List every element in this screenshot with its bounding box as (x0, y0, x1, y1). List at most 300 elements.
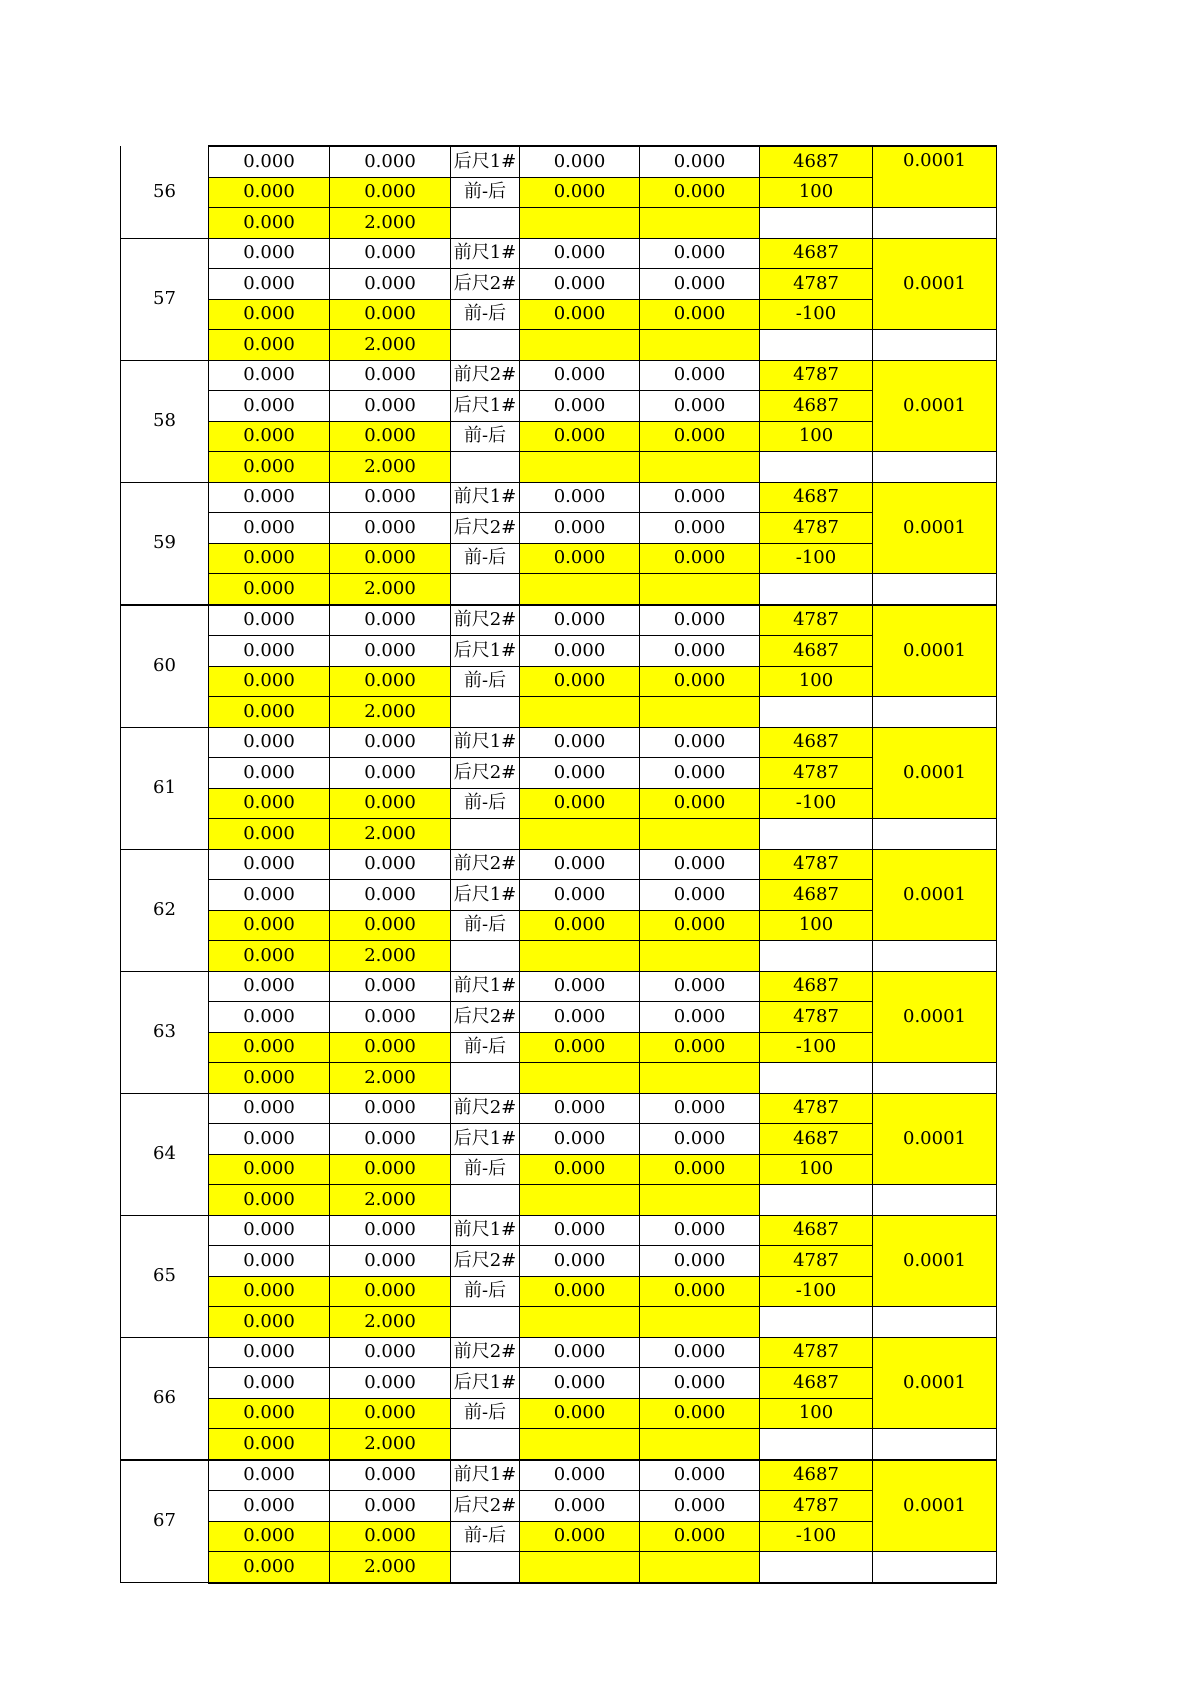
staff-label-cell (451, 1429, 520, 1460)
reading-a-cell: 0.000 (209, 1063, 330, 1094)
reading-a-cell: 0.000 (209, 574, 330, 605)
staff-constant-cell: 4787 (760, 1337, 873, 1368)
reading-b-cell: 0.000 (330, 1398, 451, 1429)
reading-d-cell: 0.000 (640, 1368, 760, 1399)
staff-constant-cell: 4787 (760, 1093, 873, 1124)
staff-label-cell: 前尺2# (451, 360, 520, 391)
table-row (121, 971, 997, 1002)
reading-c-cell: 0.000 (520, 1032, 640, 1063)
reading-d-cell: 0.000 (640, 880, 760, 911)
blank-cell (873, 1429, 997, 1460)
staff-constant-cell: -100 (760, 788, 873, 819)
staff-constant-cell: 4687 (760, 482, 873, 513)
staff-label-cell: 后尺2# (451, 513, 520, 544)
reading-a-cell: 0.000 (209, 1552, 330, 1583)
reading-d-cell: 0.000 (640, 1093, 760, 1124)
reading-a-cell: 0.000 (209, 910, 330, 941)
reading-d-cell (640, 1063, 760, 1094)
table-row (121, 605, 997, 636)
reading-c-cell: 0.000 (520, 1246, 640, 1277)
reading-a-cell: 0.000 (209, 1307, 330, 1338)
reading-a-cell: 0.000 (209, 1185, 330, 1216)
reading-b-cell: 0.000 (330, 543, 451, 574)
reading-a-cell: 0.000 (209, 666, 330, 697)
table-row (121, 1093, 997, 1124)
reading-a-cell: 0.000 (209, 299, 330, 330)
reading-b-cell: 0.000 (330, 1124, 451, 1155)
reading-a-cell: 0.000 (209, 452, 330, 483)
table-row (121, 1215, 997, 1246)
reading-d-cell: 0.000 (640, 849, 760, 880)
table-row (121, 697, 997, 728)
staff-constant-cell: 4687 (760, 1368, 873, 1399)
reading-a-cell: 0.000 (209, 1246, 330, 1277)
table-row (121, 146, 997, 177)
table-row (121, 1337, 997, 1368)
staff-constant-cell: 100 (760, 1154, 873, 1185)
reading-d-cell: 0.000 (640, 910, 760, 941)
staff-constant-cell: 4687 (760, 1215, 873, 1246)
reading-c-cell: 0.000 (520, 666, 640, 697)
reading-d-cell: 0.000 (640, 269, 760, 300)
reading-d-cell: 0.000 (640, 1337, 760, 1368)
leveling-data-table (120, 145, 997, 1584)
reading-c-cell: 0.000 (520, 1398, 640, 1429)
table-row (121, 941, 997, 972)
difference-value-cell: 0.0001 (873, 971, 997, 1063)
blank-cell (873, 1185, 997, 1216)
reading-b-cell: 0.000 (330, 269, 451, 300)
table-row (121, 452, 997, 483)
difference-value-cell: 0.0001 (873, 1215, 997, 1307)
staff-constant-cell: -100 (760, 1276, 873, 1307)
blank-cell (873, 1063, 997, 1094)
reading-a-cell: 0.000 (209, 636, 330, 667)
staff-constant-cell: -100 (760, 543, 873, 574)
staff-constant-cell: 4687 (760, 971, 873, 1002)
reading-b-cell: 0.000 (330, 1032, 451, 1063)
table-row (121, 1032, 997, 1063)
reading-a-cell: 0.000 (209, 697, 330, 728)
reading-b-cell: 2.000 (330, 819, 451, 850)
reading-a-cell: 0.000 (209, 1276, 330, 1307)
reading-c-cell: 0.000 (520, 391, 640, 422)
reading-b-cell: 2.000 (330, 574, 451, 605)
reading-b-cell: 2.000 (330, 330, 451, 361)
staff-constant-cell (760, 574, 873, 605)
reading-a-cell: 0.000 (209, 1337, 330, 1368)
staff-label-cell: 前-后 (451, 177, 520, 208)
reading-a-cell: 0.000 (209, 1368, 330, 1399)
reading-c-cell: 0.000 (520, 360, 640, 391)
reading-c-cell: 0.000 (520, 1460, 640, 1491)
station-number: 62 (121, 849, 209, 971)
reading-b-cell: 0.000 (330, 1093, 451, 1124)
staff-constant-cell: 4687 (760, 636, 873, 667)
staff-constant-cell: -100 (760, 299, 873, 330)
reading-a-cell: 0.000 (209, 1124, 330, 1155)
table-row (121, 1429, 997, 1460)
blank-cell (873, 941, 997, 972)
table-row (121, 636, 997, 667)
reading-a-cell: 0.000 (209, 1460, 330, 1491)
reading-c-cell (520, 574, 640, 605)
staff-constant-cell: -100 (760, 1032, 873, 1063)
staff-constant-cell: 100 (760, 910, 873, 941)
reading-c-cell: 0.000 (520, 910, 640, 941)
reading-c-cell: 0.000 (520, 543, 640, 574)
reading-c-cell (520, 330, 640, 361)
reading-c-cell (520, 941, 640, 972)
reading-d-cell (640, 819, 760, 850)
reading-c-cell (520, 819, 640, 850)
reading-d-cell: 0.000 (640, 482, 760, 513)
reading-c-cell: 0.000 (520, 788, 640, 819)
reading-c-cell: 0.000 (520, 605, 640, 636)
staff-constant-cell: 4687 (760, 146, 873, 177)
station-number: 67 (121, 1460, 209, 1583)
table-row (121, 208, 997, 239)
difference-value-cell: 0.0001 (873, 146, 997, 208)
staff-label-cell (451, 574, 520, 605)
reading-b-cell: 2.000 (330, 1307, 451, 1338)
reading-b-cell: 0.000 (330, 1276, 451, 1307)
staff-label-cell: 前-后 (451, 1398, 520, 1429)
blank-cell (873, 452, 997, 483)
difference-value-cell: 0.0001 (873, 849, 997, 941)
reading-b-cell: 0.000 (330, 1246, 451, 1277)
reading-a-cell: 0.000 (209, 941, 330, 972)
staff-label-cell (451, 1552, 520, 1583)
reading-d-cell: 0.000 (640, 1521, 760, 1552)
reading-d-cell (640, 941, 760, 972)
reading-c-cell (520, 452, 640, 483)
staff-label-cell: 前尺2# (451, 1093, 520, 1124)
reading-b-cell: 0.000 (330, 1154, 451, 1185)
reading-d-cell (640, 574, 760, 605)
staff-constant-cell (760, 1552, 873, 1583)
staff-label-cell (451, 208, 520, 239)
reading-a-cell: 0.000 (209, 1398, 330, 1429)
reading-b-cell: 2.000 (330, 1552, 451, 1583)
reading-b-cell: 0.000 (330, 1521, 451, 1552)
table-row (121, 1491, 997, 1522)
reading-a-cell: 0.000 (209, 1215, 330, 1246)
station-number: 57 (121, 238, 209, 360)
reading-b-cell: 0.000 (330, 849, 451, 880)
reading-b-cell: 2.000 (330, 452, 451, 483)
blank-cell (873, 330, 997, 361)
reading-d-cell (640, 452, 760, 483)
staff-constant-cell: 100 (760, 666, 873, 697)
reading-b-cell: 2.000 (330, 208, 451, 239)
reading-d-cell: 0.000 (640, 636, 760, 667)
staff-constant-cell: 4687 (760, 727, 873, 758)
reading-a-cell: 0.000 (209, 482, 330, 513)
reading-b-cell: 2.000 (330, 697, 451, 728)
table-row (121, 238, 997, 269)
reading-c-cell: 0.000 (520, 421, 640, 452)
staff-constant-cell: 4687 (760, 238, 873, 269)
reading-c-cell: 0.000 (520, 1154, 640, 1185)
reading-b-cell: 0.000 (330, 636, 451, 667)
staff-label-cell (451, 1307, 520, 1338)
staff-label-cell: 前尺2# (451, 849, 520, 880)
staff-constant-cell (760, 1307, 873, 1338)
reading-d-cell: 0.000 (640, 360, 760, 391)
reading-a-cell: 0.000 (209, 819, 330, 850)
reading-b-cell: 0.000 (330, 1368, 451, 1399)
table-row (121, 543, 997, 574)
reading-a-cell: 0.000 (209, 1093, 330, 1124)
reading-a-cell: 0.000 (209, 513, 330, 544)
reading-a-cell: 0.000 (209, 1491, 330, 1522)
reading-a-cell: 0.000 (209, 1429, 330, 1460)
difference-value-cell: 0.0001 (873, 1460, 997, 1552)
reading-c-cell: 0.000 (520, 1093, 640, 1124)
reading-d-cell: 0.000 (640, 421, 760, 452)
staff-label-cell (451, 1185, 520, 1216)
station-number: 66 (121, 1337, 209, 1460)
reading-d-cell: 0.000 (640, 1154, 760, 1185)
reading-a-cell: 0.000 (209, 1002, 330, 1033)
staff-label-cell: 前尺2# (451, 605, 520, 636)
staff-label-cell: 后尺1# (451, 636, 520, 667)
table-row (121, 1276, 997, 1307)
reading-d-cell (640, 208, 760, 239)
staff-label-cell (451, 1063, 520, 1094)
table-row (121, 1552, 997, 1583)
station-number: 65 (121, 1215, 209, 1337)
blank-cell (873, 697, 997, 728)
reading-c-cell: 0.000 (520, 1491, 640, 1522)
reading-c-cell (520, 697, 640, 728)
staff-constant-cell (760, 1185, 873, 1216)
staff-label-cell (451, 697, 520, 728)
reading-d-cell (640, 1307, 760, 1338)
station-number: 56 (121, 146, 209, 238)
staff-label-cell: 后尺2# (451, 1246, 520, 1277)
reading-a-cell: 0.000 (209, 238, 330, 269)
staff-label-cell: 后尺1# (451, 1368, 520, 1399)
reading-c-cell: 0.000 (520, 177, 640, 208)
station-number: 61 (121, 727, 209, 849)
reading-b-cell: 0.000 (330, 605, 451, 636)
staff-constant-cell: 4687 (760, 880, 873, 911)
staff-label-cell: 前尺1# (451, 727, 520, 758)
table-row (121, 1124, 997, 1155)
staff-constant-cell: 4787 (760, 360, 873, 391)
reading-b-cell: 0.000 (330, 299, 451, 330)
table-row (121, 1246, 997, 1277)
reading-c-cell: 0.000 (520, 1002, 640, 1033)
staff-label-cell: 前-后 (451, 1154, 520, 1185)
staff-label-cell (451, 819, 520, 850)
blank-cell (873, 1552, 997, 1583)
difference-value-cell: 0.0001 (873, 1093, 997, 1185)
staff-label-cell: 前-后 (451, 1276, 520, 1307)
staff-constant-cell: 100 (760, 1398, 873, 1429)
staff-label-cell (451, 330, 520, 361)
reading-c-cell (520, 1429, 640, 1460)
staff-constant-cell: 4787 (760, 849, 873, 880)
staff-constant-cell: 4687 (760, 1460, 873, 1491)
reading-d-cell: 0.000 (640, 1491, 760, 1522)
reading-a-cell: 0.000 (209, 421, 330, 452)
reading-d-cell: 0.000 (640, 1460, 760, 1491)
reading-c-cell: 0.000 (520, 1124, 640, 1155)
reading-c-cell: 0.000 (520, 482, 640, 513)
reading-a-cell: 0.000 (209, 177, 330, 208)
reading-c-cell (520, 1552, 640, 1583)
reading-c-cell (520, 1307, 640, 1338)
reading-b-cell: 0.000 (330, 177, 451, 208)
blank-cell (873, 1307, 997, 1338)
reading-d-cell: 0.000 (640, 1246, 760, 1277)
reading-d-cell: 0.000 (640, 788, 760, 819)
reading-d-cell: 0.000 (640, 177, 760, 208)
reading-b-cell: 0.000 (330, 788, 451, 819)
difference-value-cell: 0.0001 (873, 238, 997, 330)
reading-d-cell: 0.000 (640, 146, 760, 177)
reading-a-cell: 0.000 (209, 208, 330, 239)
reading-a-cell: 0.000 (209, 146, 330, 177)
reading-b-cell: 2.000 (330, 941, 451, 972)
reading-d-cell: 0.000 (640, 391, 760, 422)
staff-label-cell: 前-后 (451, 1032, 520, 1063)
reading-d-cell (640, 1429, 760, 1460)
table-row (121, 1185, 997, 1216)
staff-label-cell: 前尺1# (451, 1215, 520, 1246)
staff-label-cell: 后尺1# (451, 880, 520, 911)
table-row (121, 269, 997, 300)
blank-cell (873, 819, 997, 850)
spreadsheet-page (120, 145, 996, 1584)
reading-c-cell: 0.000 (520, 1521, 640, 1552)
reading-b-cell: 0.000 (330, 391, 451, 422)
reading-c-cell: 0.000 (520, 513, 640, 544)
reading-c-cell: 0.000 (520, 269, 640, 300)
table-row (121, 1460, 997, 1491)
staff-label-cell: 前尺1# (451, 238, 520, 269)
reading-a-cell: 0.000 (209, 849, 330, 880)
reading-d-cell: 0.000 (640, 1002, 760, 1033)
staff-constant-cell: 4787 (760, 1246, 873, 1277)
staff-constant-cell: 4787 (760, 605, 873, 636)
staff-label-cell: 前-后 (451, 421, 520, 452)
difference-value-cell: 0.0001 (873, 605, 997, 697)
reading-b-cell: 0.000 (330, 238, 451, 269)
reading-d-cell: 0.000 (640, 666, 760, 697)
table-row (121, 727, 997, 758)
station-number: 59 (121, 482, 209, 605)
reading-a-cell: 0.000 (209, 880, 330, 911)
reading-b-cell: 0.000 (330, 727, 451, 758)
staff-constant-cell: 4787 (760, 1491, 873, 1522)
table-row (121, 482, 997, 513)
staff-label-cell: 前尺1# (451, 482, 520, 513)
reading-b-cell: 0.000 (330, 971, 451, 1002)
difference-value-cell: 0.0001 (873, 482, 997, 574)
reading-c-cell (520, 1185, 640, 1216)
reading-d-cell: 0.000 (640, 971, 760, 1002)
staff-constant-cell (760, 697, 873, 728)
staff-label-cell: 后尺2# (451, 1491, 520, 1522)
blank-cell (873, 208, 997, 239)
reading-a-cell: 0.000 (209, 543, 330, 574)
table-row (121, 819, 997, 850)
staff-constant-cell (760, 819, 873, 850)
reading-d-cell: 0.000 (640, 1032, 760, 1063)
reading-a-cell: 0.000 (209, 727, 330, 758)
reading-d-cell: 0.000 (640, 1398, 760, 1429)
reading-b-cell: 0.000 (330, 1491, 451, 1522)
reading-a-cell: 0.000 (209, 788, 330, 819)
reading-a-cell: 0.000 (209, 758, 330, 789)
reading-b-cell: 0.000 (330, 421, 451, 452)
reading-b-cell: 0.000 (330, 1337, 451, 1368)
reading-b-cell: 0.000 (330, 880, 451, 911)
table-body (121, 146, 997, 1583)
table-row (121, 910, 997, 941)
reading-d-cell: 0.000 (640, 1124, 760, 1155)
reading-d-cell: 0.000 (640, 543, 760, 574)
reading-b-cell: 0.000 (330, 360, 451, 391)
difference-value-cell: 0.0001 (873, 1337, 997, 1429)
reading-d-cell: 0.000 (640, 1215, 760, 1246)
reading-a-cell: 0.000 (209, 1154, 330, 1185)
table-row (121, 513, 997, 544)
reading-b-cell: 0.000 (330, 1002, 451, 1033)
reading-d-cell (640, 330, 760, 361)
staff-label-cell: 前尺1# (451, 971, 520, 1002)
table-row (121, 574, 997, 605)
difference-value-cell: 0.0001 (873, 727, 997, 819)
staff-label-cell: 后尺2# (451, 269, 520, 300)
reading-c-cell: 0.000 (520, 849, 640, 880)
staff-constant-cell: 4787 (760, 269, 873, 300)
reading-c-cell: 0.000 (520, 1276, 640, 1307)
reading-c-cell: 0.000 (520, 238, 640, 269)
reading-b-cell: 0.000 (330, 1460, 451, 1491)
table-row (121, 788, 997, 819)
staff-label-cell: 后尺1# (451, 146, 520, 177)
table-row (121, 1398, 997, 1429)
staff-label-cell: 前尺2# (451, 1337, 520, 1368)
staff-constant-cell (760, 330, 873, 361)
reading-d-cell: 0.000 (640, 605, 760, 636)
reading-d-cell (640, 1552, 760, 1583)
reading-c-cell (520, 208, 640, 239)
table-row (121, 360, 997, 391)
reading-d-cell: 0.000 (640, 1276, 760, 1307)
reading-c-cell: 0.000 (520, 727, 640, 758)
staff-constant-cell: 4787 (760, 513, 873, 544)
table-row (121, 330, 997, 361)
staff-label-cell: 前-后 (451, 910, 520, 941)
reading-b-cell: 2.000 (330, 1063, 451, 1094)
reading-d-cell (640, 1185, 760, 1216)
table-row (121, 1002, 997, 1033)
staff-label-cell: 前尺1# (451, 1460, 520, 1491)
table-row (121, 1154, 997, 1185)
staff-constant-cell: 4787 (760, 758, 873, 789)
staff-constant-cell: 4687 (760, 391, 873, 422)
staff-label-cell: 前-后 (451, 1521, 520, 1552)
table-row (121, 1368, 997, 1399)
staff-label-cell: 前-后 (451, 788, 520, 819)
reading-d-cell: 0.000 (640, 299, 760, 330)
